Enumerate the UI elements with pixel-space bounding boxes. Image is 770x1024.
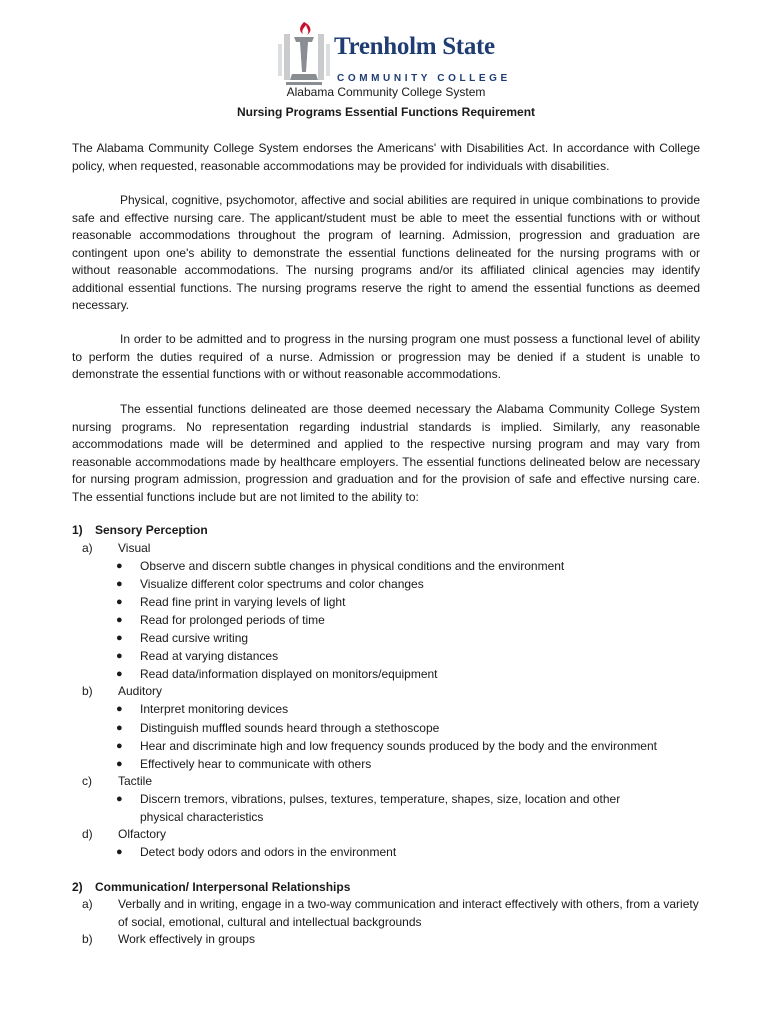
college-logo [276, 20, 511, 86]
torch-icon [276, 20, 332, 86]
system-name: Alabama Community College System [286, 85, 486, 99]
subsection-label: Auditory [118, 684, 163, 698]
section-heading [72, 879, 350, 897]
subsection-heading [82, 683, 162, 701]
logo-tagline: COMMUNITY COLLEGE [337, 73, 511, 84]
subsection-letter: b) [82, 684, 93, 698]
logo-college-name: Trenholm State [334, 33, 495, 60]
intro-paragraph: The Alabama Community College System endorses the Americans' with Disabilities Act. In accordance with College policy, when requested, reasonable accommodations may be provided for individuals with disabilities. [72, 141, 700, 173]
subsection-label: Visual [118, 541, 151, 555]
section-heading [72, 522, 208, 540]
section-title: Sensory Perception [95, 523, 208, 537]
abilities-paragraph: Physical, cognitive, psychomotor, affective and social abilities are required in unique combinations to provide safe and effective nursing care. The applicant/student must be able to meet the essential functions with or without reasonable accommodations throughout the program of learning. Admission, progression and graduation are contingent upon one's ability to demonstrate the essential functions delineated for the nursing programs with or without reasonable accommodations. The nursing programs and/or its affiliated clinical agencies may identify additional essential functions. The nursing programs reserve the right to amend the essential functions as deemed necessary. [72, 193, 700, 312]
subsection-label: Tactile [118, 774, 153, 788]
subsection-heading [82, 773, 152, 791]
section-number: 2) [72, 880, 83, 894]
admission-paragraph: In order to be admitted and to progress in the nursing program one must possess a functional level of ability to perform the duties required of a nurse. Admission or progression may be denied if a student is unable to demonstrate the essential functions with or without reasonable accommodations. [72, 332, 700, 381]
subsection-letter: a) [82, 541, 93, 555]
subsection-label: Olfactory [118, 827, 167, 841]
essential-functions-paragraph: The essential functions delineated are those deemed necessary the Alabama Community College System nursing programs. No representation regarding industrial standards is implied. Similarly, any reasonable accommodations made will be determined and applied to the respective nursing program and may vary from reasonable accommodations made by healthcare employers. The essential functions delineated below are necessary for nursing program admission, progression and graduation and for the provision of safe and effective nursing care. The essential functions include but are not limited to the ability to: [72, 402, 700, 504]
subsection-heading [82, 540, 150, 558]
document-title: Nursing Programs Essential Functions Requirement [236, 105, 536, 119]
subsection-letter: d) [82, 827, 93, 841]
section-number: 1) [72, 523, 83, 537]
subsection-letter: c) [82, 774, 92, 788]
section-title: Communication/ Interpersonal Relationships [95, 880, 351, 894]
subsection-heading [82, 826, 166, 844]
